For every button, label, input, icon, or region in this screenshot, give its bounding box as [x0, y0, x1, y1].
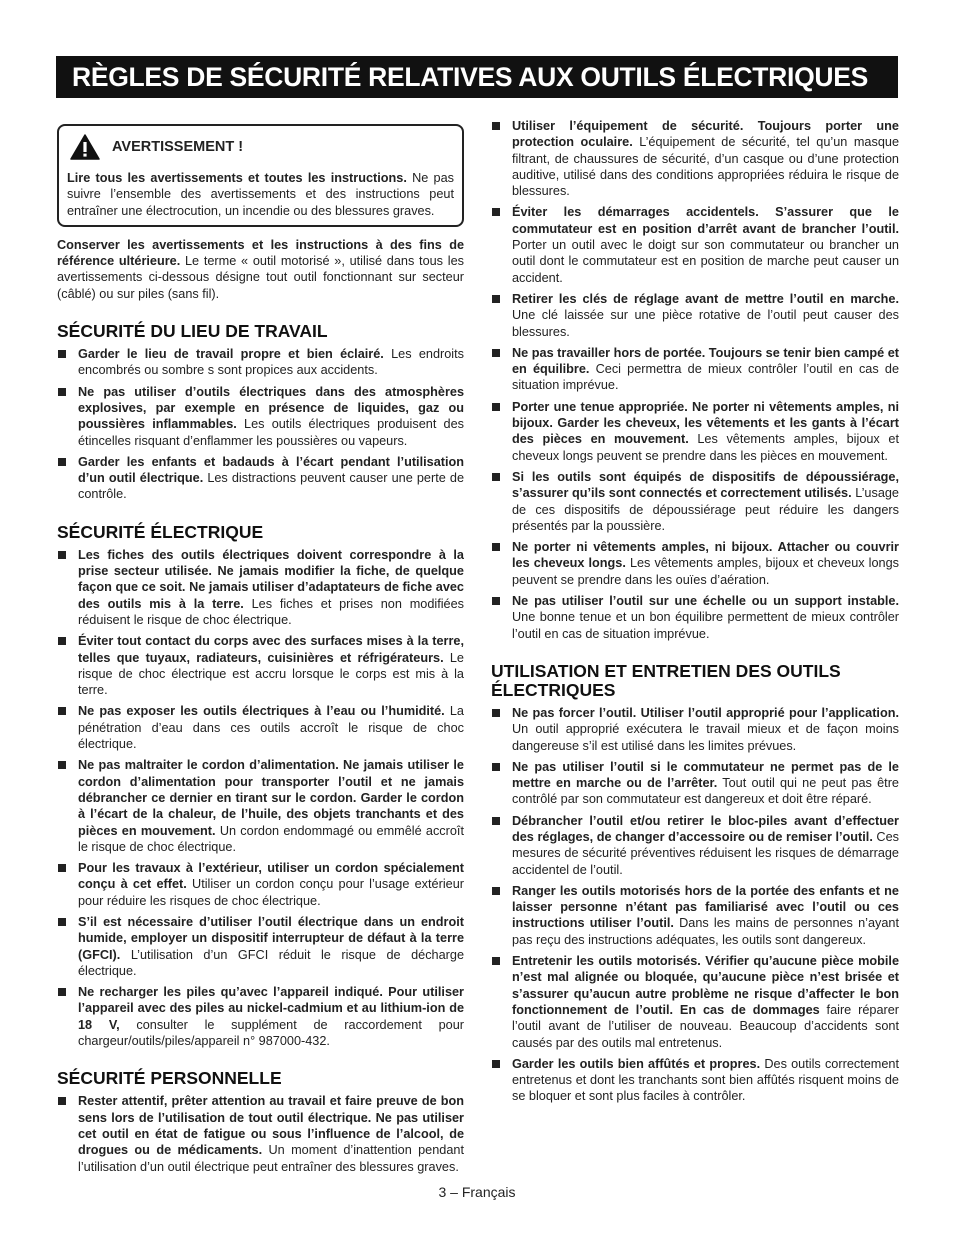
section-heading: SÉCURITÉ DU LIEU DE TRAVAIL	[57, 321, 328, 342]
list-item: Porter une tenue appropriée. Ne porter ni vêtements amples, ni bijoux. Garder les cheveux, les vêtements et les gants à l’écart des pièces en mouvement. Les vêtements amples, bijoux et cheveux longs peuvent se prendre dans les pièces en mouvement.	[491, 399, 899, 464]
list-item: Débrancher l’outil et/ou retirer le bloc-piles avant d’effectuer des réglages, de changer d’accessoire ou de remiser l’outil. Ces mesures de sécurité préventives réduisent les risques de démarrage accidentel de l’outil.	[491, 813, 899, 878]
list-item: Retirer les clés de réglage avant de mettre l’outil en marche. Une clé laissée sur une pièce rotative de l’outil peut causer des blessures.	[491, 291, 899, 340]
list-item: Pour les travaux à l’extérieur, utiliser un cordon spécialement conçu à cet effet. Utiliser un cordon conçu pour l’usage extérieur pour réduire les risques de choc électrique.	[57, 860, 464, 909]
list-item: Ne pas forcer l’outil. Utiliser l’outil approprié pour l’application. Un outil approprié exécutera le travail mieux et de façon moins dangereuse s’il est utilisé dans les limites prévues.	[491, 705, 899, 754]
list-item: Ne pas utiliser l’outil si le commutateur ne permet pas de le mettre en marche ou de l’arrêter. Tout outil qui ne peut pas être contrôlé par son commutateur est dangereux et doit être réparé.	[491, 759, 899, 808]
list-item: Les fiches des outils électriques doivent correspondre à la prise secteur utilisée. Ne jamais modifier la fiche, de quelque façon que ce soit. Ne jamais utiliser d’adaptateurs de fiche avec des outils mis à la terre. Les fiches et prises non modifiées réduisent le risque de choc électrique.	[57, 547, 464, 628]
warning-header	[67, 134, 454, 160]
right-column	[491, 118, 899, 1110]
section-list	[57, 346, 464, 503]
page-footer: 3 – Français	[438, 1184, 516, 1200]
list-item: Ne pas utiliser l’outil sur une échelle ou un support instable. Une bonne tenue et un bon équilibre permettent de mieux contrôler l’outil en cas de situation imprévue.	[491, 593, 899, 642]
section-heading: SÉCURITÉ ÉLECTRIQUE	[57, 521, 264, 542]
list-item: Garder les outils bien affûtés et propres. Des outils correctement entretenus et dont les tranchants sont bien affûtés risquent moins de se bloquer et sont plus faciles à contrôler.	[491, 1056, 899, 1105]
list-item: Ne porter ni vêtements amples, ni bijoux. Attacher ou couvrir les cheveux longs. Les vêtements amples, bijoux et cheveux longs peuvent se prendre dans les ouïes d’aération.	[491, 539, 899, 588]
list-item: Utiliser l’équipement de sécurité. Toujours porter une protection oculaire. L’équipement de sécurité, tel qu’un masque filtrant, de chaussures de sécurité, d’un casque ou d’une protection auditive, utilisé dans des conditions appropriées réduira le risque de blessures.	[491, 118, 899, 199]
list-item: Ne pas exposer les outils électriques à l’eau ou l’humidité. La pénétration d’eau dans ces outils accroît le risque de choc électrique.	[57, 703, 464, 752]
list-item: S’il est nécessaire d’utiliser l’outil électrique dans un endroit humide, employer un dispositif interrupteur de défaut à la terre (GFCI). L’utilisation d’un GFCI réduit le risque de décharge électrique.	[57, 914, 464, 979]
list-item: Éviter les démarrages accidentels. S’assurer que le commutateur est en position d’arrêt avant de brancher l’outil. Porter un outil avec le doigt sur son commutateur ou brancher un outil dont le commutateur est en position de marche peut causer un accident.	[491, 204, 899, 285]
section-heading: SÉCURITÉ PERSONNELLE	[57, 1068, 282, 1089]
list-item: Ne pas travailler hors de portée. Toujours se tenir bien campé et en équilibre. Ceci permettra de mieux contrôler l’outil en cas de situation imprévue.	[491, 345, 899, 394]
list-item: Rester attentif, prêter attention au travail et faire preuve de bon sens lors de l’utilisation de tout outil électrique. Ne pas utiliser cet outil en état de fatigue ou sous l’influence de l’alcool, de drogues ou de médicaments. Un moment d’inattention pendant l’utilisation d’un outil électrique peut entraîner des blessures graves.	[57, 1093, 464, 1174]
list-item: Si les outils sont équipés de dispositifs de dépoussiérage, s’assurer qu’ils sont connectés et correctement utilisés. L’usage de ces dispositifs de dépoussiérage peut réduire les dangers présentés par la poussière.	[491, 469, 899, 534]
tool-use-list	[491, 705, 899, 1105]
warning-triangle-icon	[70, 134, 100, 160]
list-item: Garder les enfants et badauds à l’écart pendant l’utilisation d’un outil électrique. Les distractions peuvent causer une perte de contrôle.	[57, 454, 464, 503]
list-item: Éviter tout contact du corps avec des surfaces mises à la terre, telles que tuyaux, radiateurs, cuisinières et réfrigérateurs. Le risque de choc électrique est accru lorsque le corps est mis à la terre.	[57, 633, 464, 698]
list-item: Ne pas utiliser d’outils électriques dans des atmosphères explosives, par exemple en présence de liquides, gaz ou poussières inflammables. Les outils électriques produisent des étincelles risquant d’enflammer les poussières ou vapeurs.	[57, 384, 464, 449]
left-sections	[57, 322, 464, 1175]
section-list	[57, 1093, 464, 1174]
section-heading-tool-use: UTILISATION ET ENTRETIEN DES OUTILS ÉLECTRIQUES	[491, 660, 841, 700]
intro-paragraph: Conserver les avertissements et les instructions à des fins de référence ultérieure. Le terme « outil motorisé », utilisé dans tous les avertissements ci-dessous désigne tout outil fonctionnant sur secteur (câblé) ou sur piles (sans fil).	[57, 237, 464, 301]
list-item: Ne pas maltraiter le cordon d’alimentation. Ne jamais utiliser le cordon d’alimentation pour transporter l’outil et ne jamais débrancher ce dernier en tirant sur le cordon. Garder le cordon à l’écart de la chaleur, de l’huile, des objets tranchants et des pièces en mouvement. Un cordon endommagé ou emmêlé accroît le risque de choc électrique.	[57, 757, 464, 855]
warning-text: Lire tous les avertissements et toutes les instructions. Ne pas suivre l’ensemble des avertissements et des instructions peut entraîner une électrocution, un incendie ou des blessures graves.	[67, 171, 454, 218]
list-item: Ne recharger les piles qu’avec l’appareil indiqué. Pour utiliser l’appareil avec des piles au nickel-cadmium et au lithium-ion de 18 V, consulter le supplément de raccordement pour chargeur/outils/piles/appareil n° 987000-432.	[57, 984, 464, 1049]
list-item: Garder le lieu de travail propre et bien éclairé. Les endroits encombrés ou sombre s sont propices aux accidents.	[57, 346, 464, 379]
list-item: Ranger les outils motorisés hors de la portée des enfants et ne laisser personne n’étant pas familiarisé avec l’outil ou ces instructions utiliser l’outil. Dans les mains de personnes n’ayant pas reçu des instructions adéquates, les outils sont dangereux.	[491, 883, 899, 948]
warning-title: AVERTISSEMENT !	[112, 138, 244, 155]
page-title: RÈGLES DE SÉCURITÉ RELATIVES AUX OUTILS ÉLECTRIQUES	[56, 56, 898, 98]
warning-box	[57, 124, 464, 227]
section-list	[57, 547, 464, 1050]
personal-safety-list-continued	[491, 118, 899, 642]
list-item: Entretenir les outils motorisés. Vérifier qu’aucune pièce mobile n’est mal alignée ou bloquée, qu’aucune pièce n’est brisée et s’assurer qu’aucun autre problème ne risque d’affecter le bon fonctionnement de l’outil. En cas de dommages faire réparer l’outil avant de l’utiliser de nouveau. Beaucoup d’accidents sont causés par des outils mal entretenus.	[491, 953, 899, 1051]
left-column	[57, 118, 464, 1180]
